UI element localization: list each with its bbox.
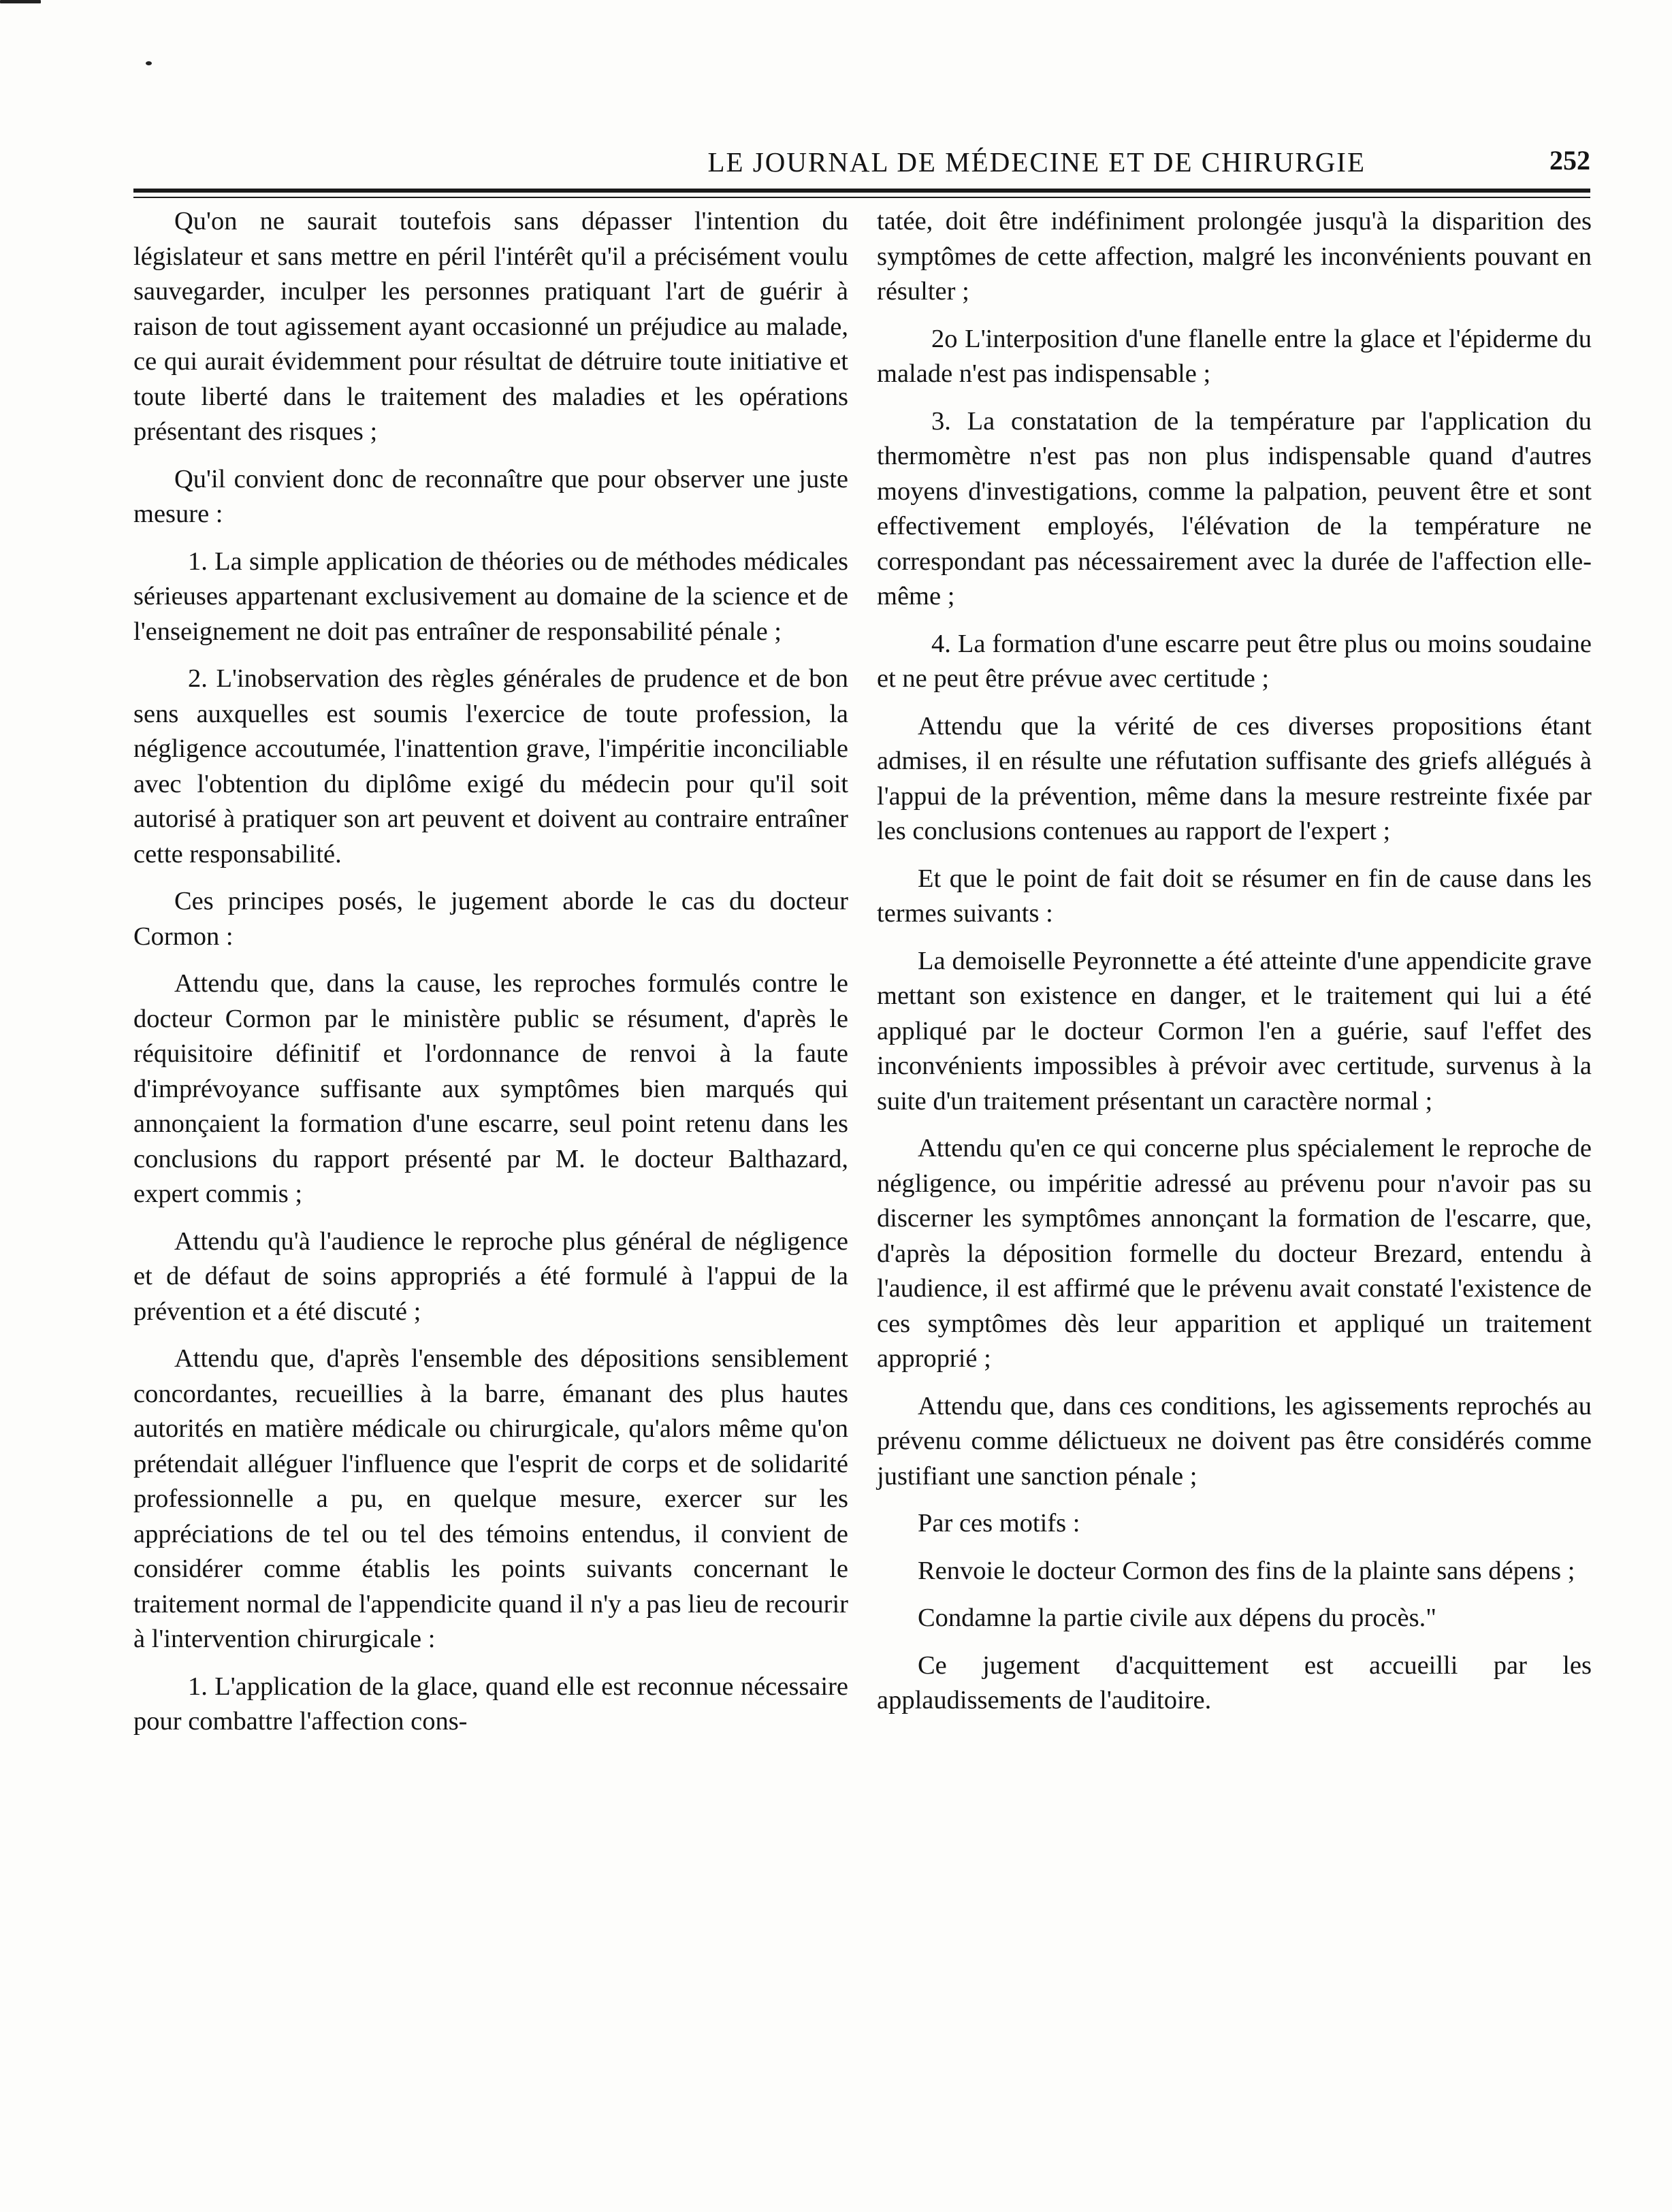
paragraph: Attendu que, d'après l'ensemble des dépositions sensiblement concordantes, recueillies à la barre, émanant des plus hautes autorités en matière médicale ou chirurgicale, qu'alors même qu'on prétendait alléguer l'influence que l'esprit de corps et de solidarité professionnelle a pu, en quelque mesure, exercer sur les appréciations de tel ou tel des témoins entendus, il convient de considérer comme établis les points suivants concernant le traitement normal de l'appendicite quand il n'y a pas lieu de recourir à l'intervention chirurgicale : — [133, 1344, 848, 1653]
left-column — [133, 204, 848, 1752]
page-number: 252 — [1549, 145, 1590, 176]
paragraph: Attendu qu'en ce qui concerne plus spécialement le reproche de négligence, ou impéritie adressé au prévenu pour n'avoir pas su discerner les symptômes annonçant la formation de l'escarre, que, d'après la déposition formelle du docteur Brezard, entendu à l'audience, il est affirmé que le prévenu avait constaté l'existence de ces symptômes dès leur apparition et appliqué un traitement approprié ; — [877, 1134, 1592, 1373]
paragraph: Ce jugement d'acquittement est accueilli par les applaudissements de l'auditoire. — [877, 1650, 1592, 1714]
paragraph: Qu'il convient donc de reconnaître que pour observer une juste mesure : — [133, 464, 848, 528]
header-rule-thin — [133, 197, 1590, 198]
paragraph: La demoiselle Peyronnette a été atteinte d'une appendicite grave mettant son existence en danger, et le traitement qui lui a été appliqué par le docteur Cormon l'en a guérie, sauf l'effet des inconvénients impossibles à prévoir avec certitude, survenus à la suite d'un traitement présentant un caractère normal ; — [877, 946, 1592, 1116]
paragraph: Condamne la partie civile aux dépens du procès." — [918, 1604, 1436, 1632]
paragraph: Par ces motifs : — [918, 1509, 1080, 1538]
header-rule-thick — [133, 189, 1590, 193]
paragraph: Attendu que la vérité de ces diverses propositions étant admises, il en résulte une réfutation suffisante des griefs allégués à l'appui de la prévention, même dans la mesure restreinte fixée par les conclusions contenues au rapport de l'expert ; — [877, 711, 1592, 845]
paragraph: Qu'on ne saurait toutefois sans dépasser l'intention du législateur et sans mettre en péril l'intérêt qu'il a précisément voulu sauvegarder, inculper les personnes pratiquant l'art de guérir à raison de tout agissement ayant occasionné un préjudice au malade, ce qui aurait évidemment pour résultat de détruire toute initiative et toute liberté dans le traitement des maladies et les opérations présentant des risques ; — [133, 207, 848, 446]
right-column — [877, 204, 1592, 1731]
running-header — [133, 142, 1590, 182]
paragraph: Et que le point de fait doit se résumer en fin de cause dans les termes suivants : — [877, 864, 1592, 928]
paragraph: Attendu que, dans la cause, les reproches formulés contre le docteur Cormon par le ministère public se résument, d'après le réquisitoire définitif et l'ordonnance de renvoi à la faute d'imprévoyance suffisante aux symptômes bien marqués qui annonçaient la formation d'une escarre, seul point retenu dans les conclusions du rapport présenté par M. le docteur Balthazard, expert commis ; — [133, 969, 848, 1208]
numbered-paragraph: 4. La formation d'une escarre peut être plus ou moins soudaine et ne peut être prévue avec certitude ; — [877, 629, 1592, 693]
numbered-paragraph: 2. L'inobservation des règles générales de prudence et de bon sens auxquelles est soumis l'exercice de toute profession, la négligence accoutumée, l'inattention grave, l'impéritie inconciliable avec l'obtention du diplôme exigé du médecin pour qu'il soit autorisé à pratiquer son art peuvent et doivent au contraire entraîner cette responsabilité. — [133, 664, 848, 868]
paragraph: Attendu qu'à l'audience le reproche plus général de négligence et de défaut de soins appropriés a été formulé à l'appui de la prévention et a été discuté ; — [133, 1226, 848, 1326]
journal-title: LE JOURNAL DE MÉDECINE ET DE CHIRURGIE — [707, 146, 1366, 178]
print-speck — [0, 0, 41, 3]
paragraph: Renvoie le docteur Cormon des fins de la plainte sans dépens ; — [918, 1556, 1575, 1585]
paragraph: Ces principes posés, le jugement aborde le cas du docteur Cormon : — [133, 887, 848, 951]
paragraph: Attendu que, dans ces conditions, les agissements reprochés au prévenu comme délictueux ne doivent pas être considérés comme justifiant une sanction pénale ; — [877, 1391, 1592, 1491]
numbered-paragraph: 1. L'application de la glace, quand elle est reconnue nécessaire pour combattre l'affection cons- — [133, 1672, 848, 1736]
print-speck — [146, 61, 152, 65]
continued-paragraph: tatée, doit être indéfiniment prolongée jusqu'à la disparition des symptômes de cette affection, malgré les inconvénients pouvant en résulter ; — [877, 207, 1592, 306]
numbered-paragraph: 1. La simple application de théories ou de méthodes médicales sérieuses appartenant exclusivement au domaine de la science et de l'enseignement ne doit pas entraîner de responsabilité pénale ; — [133, 547, 848, 646]
numbered-paragraph: 3. La constatation de la température par l'application du thermomètre n'est pas non plus indispensable quand d'autres moyens d'investigations, comme la palpation, peuvent être et sont effectivement employés, l'élévation de la température ne correspondant pas nécessairement avec la durée de l'affection elle-même ; — [877, 406, 1592, 611]
numbered-paragraph: 2o L'interposition d'une flanelle entre la glace et l'épiderme du malade n'est pas indispensable ; — [877, 324, 1592, 388]
